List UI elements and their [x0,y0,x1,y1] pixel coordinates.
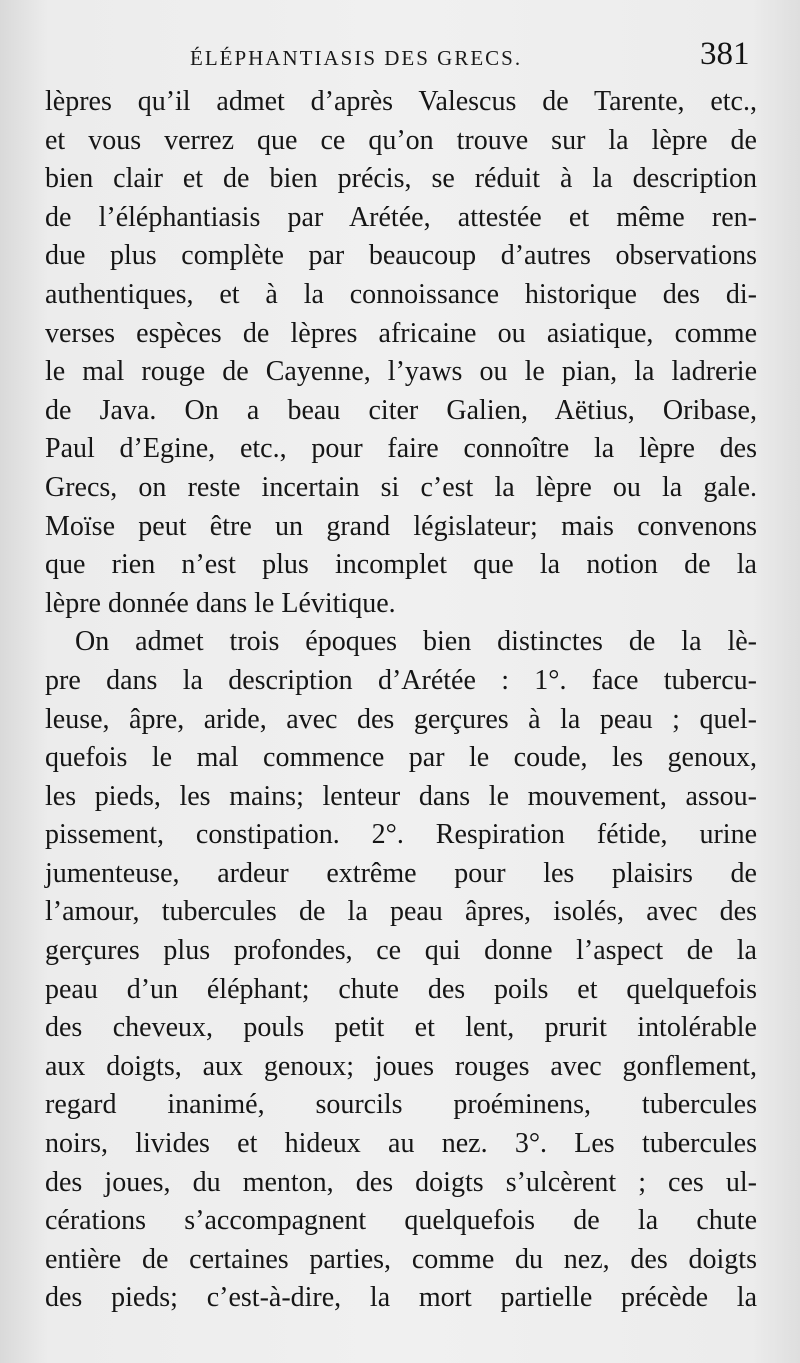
text-line: noirs, livides et hideux au nez. 3°. Les tubercules [45,1128,757,1160]
body-text [45,83,757,1318]
paragraph-2 [45,623,757,1318]
text-line: et vous verrez que ce qu’on trouve sur la lèpre de [45,124,757,156]
text-line: lèpre donnée dans le Lévitique. [45,587,396,619]
text-line: entière de certaines parties, comme du nez, des doigts [45,1243,757,1275]
paragraph-1 [45,83,757,623]
text-line: cérations s’accompagnent quelquefois de la chute [45,1205,757,1237]
running-head: ÉLÉPHANTIASIS DES GRECS. [190,46,523,70]
text-line: des joues, du menton, des doigts s’ulcèrent ; ces ul- [45,1166,757,1198]
text-line: Grecs, on reste incertain si c’est la lèpre ou la gale. [45,471,757,503]
text-line: authentiques, et à la connoissance historique des di- [45,278,757,310]
text-line: lèpres qu’il admet d’après Valescus de Tarente, etc., [45,86,757,117]
text-line: gerçures plus profondes, ce qui donne l’aspect de la [45,935,757,967]
text-line: l’amour, tubercules de la peau âpres, isolés, avec des [45,896,757,928]
text-line: peau d’un éléphant; chute des poils et quelquefois [45,973,757,1005]
text-line: On admet trois époques bien distinctes de la lè- [75,626,757,658]
text-line: bien clair et de bien précis, se réduit à la description [45,163,757,195]
text-line: de l’éléphantiasis par Arétée, attestée et même ren- [45,201,757,233]
text-line: le mal rouge de Cayenne, l’yaws ou le pian, la ladrerie [45,356,757,388]
text-line: des cheveux, pouls petit et lent, prurit intolérable [45,1012,757,1044]
text-line: aux doigts, aux genoux; joues rouges avec gonflement, [45,1050,757,1082]
page-header [0,36,800,76]
text-line: quefois le mal commence par le coude, les genoux, [45,742,757,774]
text-line: regard inanimé, sourcils proéminens, tubercules [45,1089,757,1121]
text-line: verses espèces de lèpres africaine ou asiatique, comme [45,317,757,349]
text-line: pre dans la description d’Arétée : 1°. face tubercu- [45,664,757,696]
text-line: leuse, âpre, aride, avec des gerçures à la peau ; quel- [45,703,757,735]
text-line: Moïse peut être un grand législateur; mais convenons [45,510,757,542]
text-line: pissement, constipation. 2°. Respiration fétide, urine [45,819,757,851]
text-line: que rien n’est plus incomplet que la notion de la [45,549,757,581]
text-line: les pieds, les mains; lenteur dans le mouvement, assou- [45,780,757,812]
page-number: 381 [700,36,750,72]
text-line: jumenteuse, ardeur extrême pour les plaisirs de [45,857,757,889]
text-line: due plus complète par beaucoup d’autres observations [45,240,757,272]
text-line: de Java. On a beau citer Galien, Aëtius, Oribase, [45,394,757,426]
text-line: Paul d’Egine, etc., pour faire connoître la lèpre des [45,433,757,465]
text-line: des pieds; c’est-à-dire, la mort partielle précède la [45,1282,757,1314]
